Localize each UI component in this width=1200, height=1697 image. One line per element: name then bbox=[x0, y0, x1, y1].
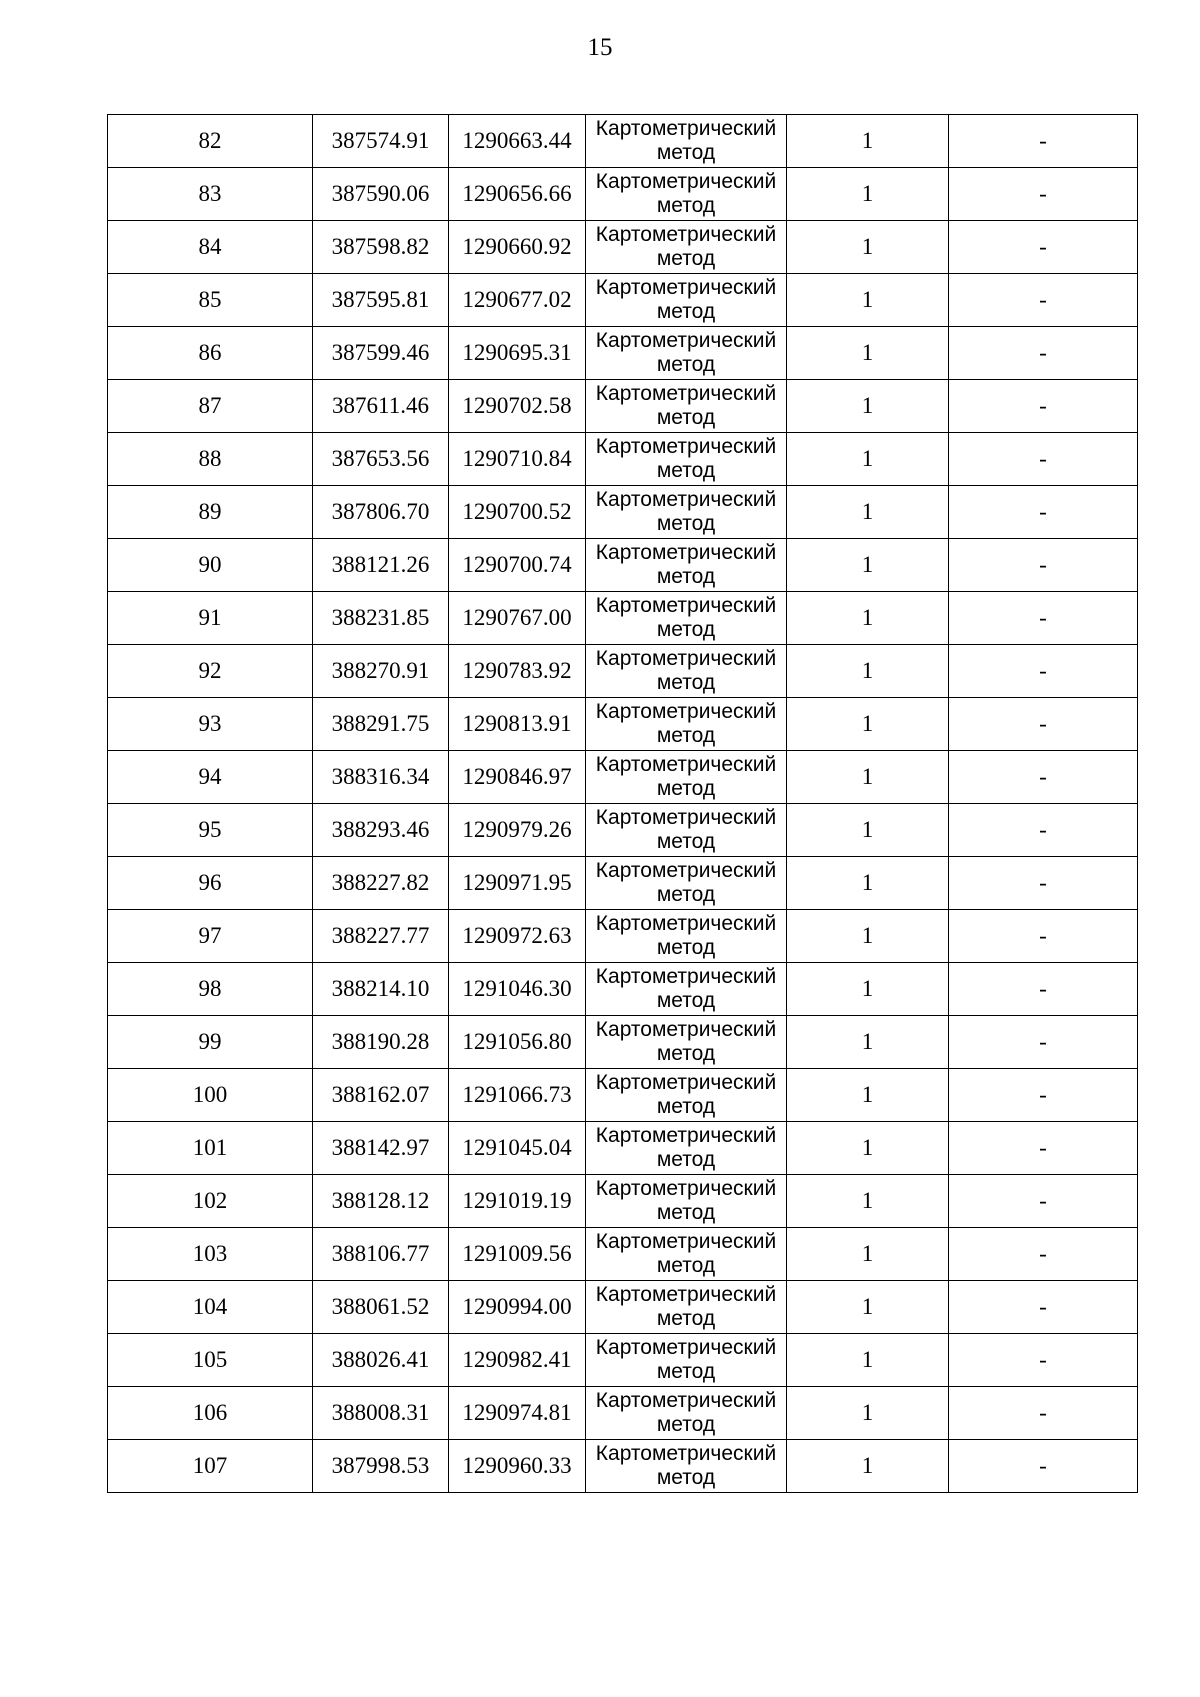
method-line-1: Картометрический bbox=[595, 1389, 777, 1412]
cell-note: - bbox=[949, 857, 1138, 910]
cell-method bbox=[586, 115, 787, 168]
table-row bbox=[108, 380, 1138, 433]
cell-point-number: 94 bbox=[108, 751, 313, 804]
cell-coordinate-y: 1290960.33 bbox=[449, 1440, 586, 1493]
cell-accuracy: 1 bbox=[787, 433, 949, 486]
cell-coordinate-y: 1290700.52 bbox=[449, 486, 586, 539]
cell-point-number: 99 bbox=[108, 1016, 313, 1069]
table-row bbox=[108, 1175, 1138, 1228]
cell-coordinate-y: 1290663.44 bbox=[449, 115, 586, 168]
method-line-1: Картометрический bbox=[595, 753, 777, 776]
method-line-1: Картометрический bbox=[595, 1442, 777, 1465]
table-row bbox=[108, 1122, 1138, 1175]
method-line-2: метод bbox=[656, 1201, 716, 1224]
cell-coordinate-x: 387598.82 bbox=[313, 221, 449, 274]
cell-coordinate-y: 1290660.92 bbox=[449, 221, 586, 274]
method-line-2: метод bbox=[656, 1042, 716, 1065]
cell-accuracy: 1 bbox=[787, 486, 949, 539]
cell-point-number: 102 bbox=[108, 1175, 313, 1228]
cell-coordinate-x: 388227.82 bbox=[313, 857, 449, 910]
cell-coordinate-x: 387998.53 bbox=[313, 1440, 449, 1493]
cell-coordinate-x: 388106.77 bbox=[313, 1228, 449, 1281]
cell-method bbox=[586, 274, 787, 327]
cell-coordinate-y: 1290974.81 bbox=[449, 1387, 586, 1440]
cell-coordinate-y: 1291066.73 bbox=[449, 1069, 586, 1122]
cell-accuracy: 1 bbox=[787, 1122, 949, 1175]
cell-note: - bbox=[949, 1387, 1138, 1440]
method-line-1: Картометрический bbox=[595, 1124, 777, 1147]
cell-note: - bbox=[949, 221, 1138, 274]
table-row bbox=[108, 857, 1138, 910]
method-line-2: метод bbox=[656, 459, 716, 482]
method-line-1: Картометрический bbox=[595, 223, 777, 246]
method-line-2: метод bbox=[656, 1148, 716, 1171]
cell-accuracy: 1 bbox=[787, 1387, 949, 1440]
cell-accuracy: 1 bbox=[787, 1069, 949, 1122]
cell-coordinate-y: 1290700.74 bbox=[449, 539, 586, 592]
cell-accuracy: 1 bbox=[787, 1228, 949, 1281]
cell-point-number: 88 bbox=[108, 433, 313, 486]
cell-coordinate-y: 1290710.84 bbox=[449, 433, 586, 486]
page-number: 15 bbox=[587, 34, 613, 61]
cell-note: - bbox=[949, 910, 1138, 963]
table-row bbox=[108, 592, 1138, 645]
cell-method bbox=[586, 645, 787, 698]
cell-point-number: 92 bbox=[108, 645, 313, 698]
cell-method bbox=[586, 433, 787, 486]
cell-note: - bbox=[949, 539, 1138, 592]
cell-method bbox=[586, 221, 787, 274]
cell-coordinate-y: 1291019.19 bbox=[449, 1175, 586, 1228]
table-row bbox=[108, 963, 1138, 1016]
method-line-2: метод bbox=[656, 1413, 716, 1436]
cell-note: - bbox=[949, 486, 1138, 539]
cell-accuracy: 1 bbox=[787, 751, 949, 804]
method-line-1: Картометрический bbox=[595, 276, 777, 299]
cell-note: - bbox=[949, 168, 1138, 221]
method-line-2: метод bbox=[656, 883, 716, 906]
cell-accuracy: 1 bbox=[787, 1175, 949, 1228]
cell-accuracy: 1 bbox=[787, 327, 949, 380]
cell-coordinate-y: 1291056.80 bbox=[449, 1016, 586, 1069]
cell-coordinate-y: 1290979.26 bbox=[449, 804, 586, 857]
method-line-2: метод bbox=[656, 194, 716, 217]
method-line-2: метод bbox=[656, 777, 716, 800]
method-line-1: Картометрический bbox=[595, 1283, 777, 1306]
cell-point-number: 103 bbox=[108, 1228, 313, 1281]
table-row bbox=[108, 1334, 1138, 1387]
cell-accuracy: 1 bbox=[787, 115, 949, 168]
cell-coordinate-x: 388008.31 bbox=[313, 1387, 449, 1440]
method-line-2: метод bbox=[656, 1095, 716, 1118]
table-row bbox=[108, 1069, 1138, 1122]
cell-note: - bbox=[949, 804, 1138, 857]
cell-coordinate-x: 388270.91 bbox=[313, 645, 449, 698]
method-line-2: метод bbox=[656, 300, 716, 323]
cell-method bbox=[586, 963, 787, 1016]
cell-coordinate-x: 388128.12 bbox=[313, 1175, 449, 1228]
cell-note: - bbox=[949, 1122, 1138, 1175]
cell-accuracy: 1 bbox=[787, 1281, 949, 1334]
cell-accuracy: 1 bbox=[787, 910, 949, 963]
cell-note: - bbox=[949, 327, 1138, 380]
cell-accuracy: 1 bbox=[787, 963, 949, 1016]
cell-point-number: 85 bbox=[108, 274, 313, 327]
method-line-1: Картометрический bbox=[595, 117, 777, 140]
cell-point-number: 107 bbox=[108, 1440, 313, 1493]
method-line-1: Картометрический bbox=[595, 1071, 777, 1094]
table-row bbox=[108, 751, 1138, 804]
cell-coordinate-x: 388190.28 bbox=[313, 1016, 449, 1069]
cell-coordinate-x: 388162.07 bbox=[313, 1069, 449, 1122]
cell-coordinate-y: 1290702.58 bbox=[449, 380, 586, 433]
cell-point-number: 95 bbox=[108, 804, 313, 857]
table-row bbox=[108, 1387, 1138, 1440]
cell-method bbox=[586, 592, 787, 645]
cell-note: - bbox=[949, 592, 1138, 645]
cell-method bbox=[586, 486, 787, 539]
cell-coordinate-y: 1291045.04 bbox=[449, 1122, 586, 1175]
table-row bbox=[108, 698, 1138, 751]
cell-coordinate-x: 387590.06 bbox=[313, 168, 449, 221]
cell-coordinate-y: 1290767.00 bbox=[449, 592, 586, 645]
method-line-1: Картометрический bbox=[595, 700, 777, 723]
cell-point-number: 100 bbox=[108, 1069, 313, 1122]
cell-coordinate-x: 387653.56 bbox=[313, 433, 449, 486]
cell-method bbox=[586, 1440, 787, 1493]
cell-point-number: 90 bbox=[108, 539, 313, 592]
cell-note: - bbox=[949, 1440, 1138, 1493]
cell-coordinate-y: 1290846.97 bbox=[449, 751, 586, 804]
cell-method bbox=[586, 857, 787, 910]
table-row bbox=[108, 327, 1138, 380]
cell-coordinate-x: 387574.91 bbox=[313, 115, 449, 168]
table-row bbox=[108, 221, 1138, 274]
table-row bbox=[108, 645, 1138, 698]
cell-note: - bbox=[949, 1016, 1138, 1069]
method-line-2: метод bbox=[656, 724, 716, 747]
method-line-2: метод bbox=[656, 565, 716, 588]
cell-coordinate-y: 1290994.00 bbox=[449, 1281, 586, 1334]
method-line-1: Картометрический bbox=[595, 1336, 777, 1359]
cell-accuracy: 1 bbox=[787, 592, 949, 645]
method-line-2: метод bbox=[656, 406, 716, 429]
method-line-1: Картометрический bbox=[595, 806, 777, 829]
method-line-1: Картометрический bbox=[595, 488, 777, 511]
table-body bbox=[108, 115, 1138, 1493]
method-line-1: Картометрический bbox=[595, 170, 777, 193]
table-row bbox=[108, 115, 1138, 168]
cell-point-number: 98 bbox=[108, 963, 313, 1016]
cell-accuracy: 1 bbox=[787, 804, 949, 857]
method-line-2: метод bbox=[656, 1254, 716, 1277]
method-line-2: метод bbox=[656, 671, 716, 694]
cell-coordinate-y: 1290971.95 bbox=[449, 857, 586, 910]
method-line-1: Картометрический bbox=[595, 382, 777, 405]
cell-point-number: 87 bbox=[108, 380, 313, 433]
method-line-1: Картометрический bbox=[595, 912, 777, 935]
cell-point-number: 97 bbox=[108, 910, 313, 963]
cell-point-number: 96 bbox=[108, 857, 313, 910]
cell-coordinate-x: 388061.52 bbox=[313, 1281, 449, 1334]
cell-coordinate-x: 387599.46 bbox=[313, 327, 449, 380]
method-line-2: метод bbox=[656, 936, 716, 959]
method-line-1: Картометрический bbox=[595, 435, 777, 458]
cell-method bbox=[586, 751, 787, 804]
cell-method bbox=[586, 1069, 787, 1122]
cell-coordinate-y: 1291046.30 bbox=[449, 963, 586, 1016]
cell-method bbox=[586, 698, 787, 751]
table-row bbox=[108, 539, 1138, 592]
cell-coordinate-y: 1290783.92 bbox=[449, 645, 586, 698]
method-line-2: метод bbox=[656, 618, 716, 641]
method-line-1: Картометрический bbox=[595, 965, 777, 988]
cell-note: - bbox=[949, 645, 1138, 698]
cell-accuracy: 1 bbox=[787, 645, 949, 698]
cell-coordinate-x: 388026.41 bbox=[313, 1334, 449, 1387]
method-line-2: метод bbox=[656, 247, 716, 270]
method-line-1: Картометрический bbox=[595, 329, 777, 352]
table-row bbox=[108, 433, 1138, 486]
cell-coordinate-y: 1290813.91 bbox=[449, 698, 586, 751]
cell-coordinate-x: 388293.46 bbox=[313, 804, 449, 857]
method-line-1: Картометрический bbox=[595, 541, 777, 564]
cell-coordinate-x: 388214.10 bbox=[313, 963, 449, 1016]
cell-method bbox=[586, 1387, 787, 1440]
cell-note: - bbox=[949, 1069, 1138, 1122]
cell-note: - bbox=[949, 274, 1138, 327]
cell-accuracy: 1 bbox=[787, 698, 949, 751]
coordinates-table bbox=[107, 114, 1138, 1493]
method-line-1: Картометрический bbox=[595, 1177, 777, 1200]
cell-accuracy: 1 bbox=[787, 168, 949, 221]
cell-method bbox=[586, 804, 787, 857]
cell-accuracy: 1 bbox=[787, 1016, 949, 1069]
table-row bbox=[108, 910, 1138, 963]
cell-method bbox=[586, 1228, 787, 1281]
cell-note: - bbox=[949, 751, 1138, 804]
cell-coordinate-x: 387595.81 bbox=[313, 274, 449, 327]
method-line-2: метод bbox=[656, 353, 716, 376]
cell-note: - bbox=[949, 1175, 1138, 1228]
cell-coordinate-x: 388316.34 bbox=[313, 751, 449, 804]
cell-accuracy: 1 bbox=[787, 221, 949, 274]
cell-coordinate-y: 1291009.56 bbox=[449, 1228, 586, 1281]
cell-method bbox=[586, 327, 787, 380]
cell-accuracy: 1 bbox=[787, 274, 949, 327]
cell-note: - bbox=[949, 1334, 1138, 1387]
method-line-2: метод bbox=[656, 989, 716, 1012]
method-line-2: метод bbox=[656, 830, 716, 853]
cell-note: - bbox=[949, 963, 1138, 1016]
cell-coordinate-y: 1290677.02 bbox=[449, 274, 586, 327]
table-row bbox=[108, 274, 1138, 327]
cell-method bbox=[586, 1281, 787, 1334]
table-row bbox=[108, 1016, 1138, 1069]
cell-accuracy: 1 bbox=[787, 539, 949, 592]
cell-coordinate-x: 387806.70 bbox=[313, 486, 449, 539]
cell-accuracy: 1 bbox=[787, 380, 949, 433]
cell-method bbox=[586, 1016, 787, 1069]
table-row bbox=[108, 804, 1138, 857]
cell-coordinate-y: 1290972.63 bbox=[449, 910, 586, 963]
cell-coordinate-x: 387611.46 bbox=[313, 380, 449, 433]
cell-accuracy: 1 bbox=[787, 1334, 949, 1387]
cell-note: - bbox=[949, 433, 1138, 486]
cell-note: - bbox=[949, 1281, 1138, 1334]
cell-coordinate-y: 1290656.66 bbox=[449, 168, 586, 221]
cell-point-number: 86 bbox=[108, 327, 313, 380]
table-row bbox=[108, 1228, 1138, 1281]
cell-method bbox=[586, 1122, 787, 1175]
cell-accuracy: 1 bbox=[787, 1440, 949, 1493]
method-line-1: Картометрический bbox=[595, 594, 777, 617]
cell-accuracy: 1 bbox=[787, 857, 949, 910]
cell-point-number: 104 bbox=[108, 1281, 313, 1334]
method-line-1: Картометрический bbox=[595, 859, 777, 882]
cell-coordinate-x: 388291.75 bbox=[313, 698, 449, 751]
cell-coordinate-x: 388227.77 bbox=[313, 910, 449, 963]
method-line-1: Картометрический bbox=[595, 647, 777, 670]
cell-method bbox=[586, 1175, 787, 1228]
method-line-1: Картометрический bbox=[595, 1018, 777, 1041]
method-line-2: метод bbox=[656, 141, 716, 164]
cell-method bbox=[586, 380, 787, 433]
cell-point-number: 82 bbox=[108, 115, 313, 168]
cell-note: - bbox=[949, 115, 1138, 168]
cell-note: - bbox=[949, 1228, 1138, 1281]
cell-point-number: 83 bbox=[108, 168, 313, 221]
method-line-1: Картометрический bbox=[595, 1230, 777, 1253]
cell-coordinate-y: 1290695.31 bbox=[449, 327, 586, 380]
cell-method bbox=[586, 1334, 787, 1387]
cell-point-number: 101 bbox=[108, 1122, 313, 1175]
method-line-2: метод bbox=[656, 1307, 716, 1330]
cell-coordinate-x: 388121.26 bbox=[313, 539, 449, 592]
cell-note: - bbox=[949, 698, 1138, 751]
cell-point-number: 91 bbox=[108, 592, 313, 645]
cell-method bbox=[586, 910, 787, 963]
table-row bbox=[108, 1281, 1138, 1334]
cell-coordinate-x: 388142.97 bbox=[313, 1122, 449, 1175]
cell-point-number: 93 bbox=[108, 698, 313, 751]
cell-note: - bbox=[949, 380, 1138, 433]
table-row bbox=[108, 486, 1138, 539]
method-line-2: метод bbox=[656, 512, 716, 535]
cell-method bbox=[586, 539, 787, 592]
method-line-2: метод bbox=[656, 1360, 716, 1383]
cell-coordinate-x: 388231.85 bbox=[313, 592, 449, 645]
method-line-2: метод bbox=[656, 1466, 716, 1489]
cell-coordinate-y: 1290982.41 bbox=[449, 1334, 586, 1387]
table-row bbox=[108, 1440, 1138, 1493]
cell-method bbox=[586, 168, 787, 221]
cell-point-number: 89 bbox=[108, 486, 313, 539]
cell-point-number: 105 bbox=[108, 1334, 313, 1387]
table-row bbox=[108, 168, 1138, 221]
cell-point-number: 106 bbox=[108, 1387, 313, 1440]
cell-point-number: 84 bbox=[108, 221, 313, 274]
